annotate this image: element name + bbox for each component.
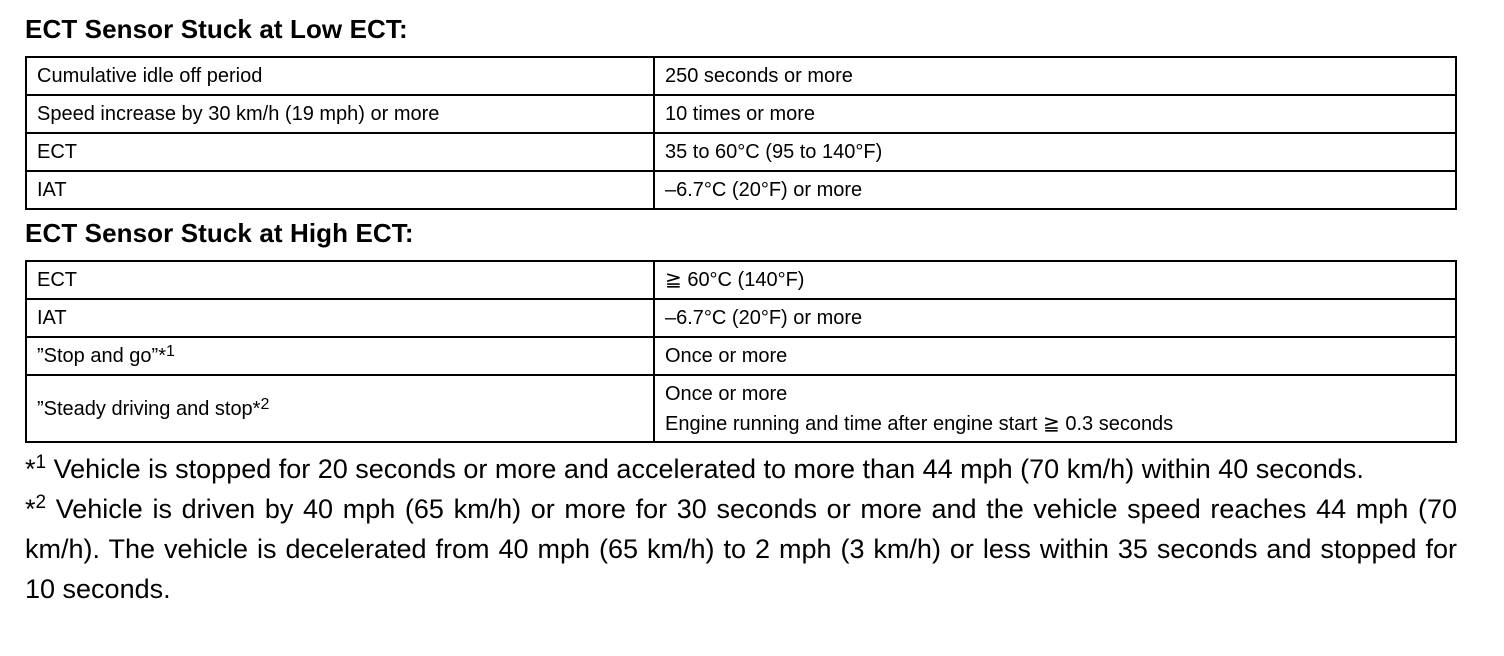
section-title-high-ect: ECT Sensor Stuck at High ECT: xyxy=(25,218,414,248)
condition-label: ECT xyxy=(26,133,654,171)
table-row xyxy=(26,171,1456,209)
condition-label: IAT xyxy=(26,171,654,209)
condition-label: Speed increase by 30 km/h (19 mph) or more xyxy=(26,95,654,133)
footnote-asterisk: * xyxy=(25,494,36,524)
condition-value: –6.7°C (20°F) or more xyxy=(654,171,1456,209)
high-ect-conditions-table xyxy=(25,260,1457,443)
footnote-1 xyxy=(25,449,1457,489)
condition-label: ECT xyxy=(26,261,654,299)
table-row xyxy=(26,95,1456,133)
footnote-asterisk: * xyxy=(25,454,36,484)
footnote-2 xyxy=(25,489,1457,609)
condition-label: Cumulative idle off period xyxy=(26,57,654,95)
condition-label: IAT xyxy=(26,299,654,337)
condition-value-cell xyxy=(654,375,1456,442)
table-row xyxy=(26,299,1456,337)
condition-value-line: Once or more xyxy=(665,382,788,405)
condition-label: ”Stop and go”* xyxy=(37,345,166,367)
footnote-number: 2 xyxy=(35,492,47,513)
table-row xyxy=(26,261,1456,299)
footnote-marker: 2 xyxy=(260,395,270,413)
table-row xyxy=(26,133,1456,171)
condition-value: 35 to 60°C (95 to 140°F) xyxy=(654,133,1456,171)
condition-value: 250 seconds or more xyxy=(654,57,1456,95)
footnote-number: 1 xyxy=(35,452,47,473)
low-ect-conditions-table xyxy=(25,56,1457,210)
condition-label: ”Steady driving and stop* xyxy=(37,397,261,420)
condition-value: 10 times or more xyxy=(654,95,1456,133)
condition-label-cell xyxy=(26,375,654,442)
table-row xyxy=(26,337,1456,375)
table-row xyxy=(26,375,1456,442)
condition-value: –6.7°C (20°F) or more xyxy=(654,299,1456,337)
footnote-text: Vehicle is stopped for 20 seconds or more and accelerated to more than 44 mph (70 km/h) within 40 seconds. xyxy=(46,454,1364,484)
section-title-low-ect: ECT Sensor Stuck at Low ECT: xyxy=(25,14,408,44)
footnote-text: Vehicle is driven by 40 mph (65 km/h) or more for 30 seconds or more and the vehicle speed reaches 44 mph (70 km/h). The vehicle is decelerated from 40 mph (65 km/h) to 2 mph (3 km/h) or less within 35 seconds and stopped for 10 seconds. xyxy=(25,494,1457,604)
condition-label-cell xyxy=(26,337,654,375)
footnote-marker: 1 xyxy=(165,343,175,360)
footnotes xyxy=(25,449,1457,609)
condition-value-line: Engine running and time after engine start ≧ 0.3 seconds xyxy=(665,412,1174,435)
table-row xyxy=(26,57,1456,95)
condition-value: ≧ 60°C (140°F) xyxy=(654,261,1456,299)
document-page xyxy=(25,12,1457,609)
condition-value: Once or more xyxy=(654,337,1456,375)
